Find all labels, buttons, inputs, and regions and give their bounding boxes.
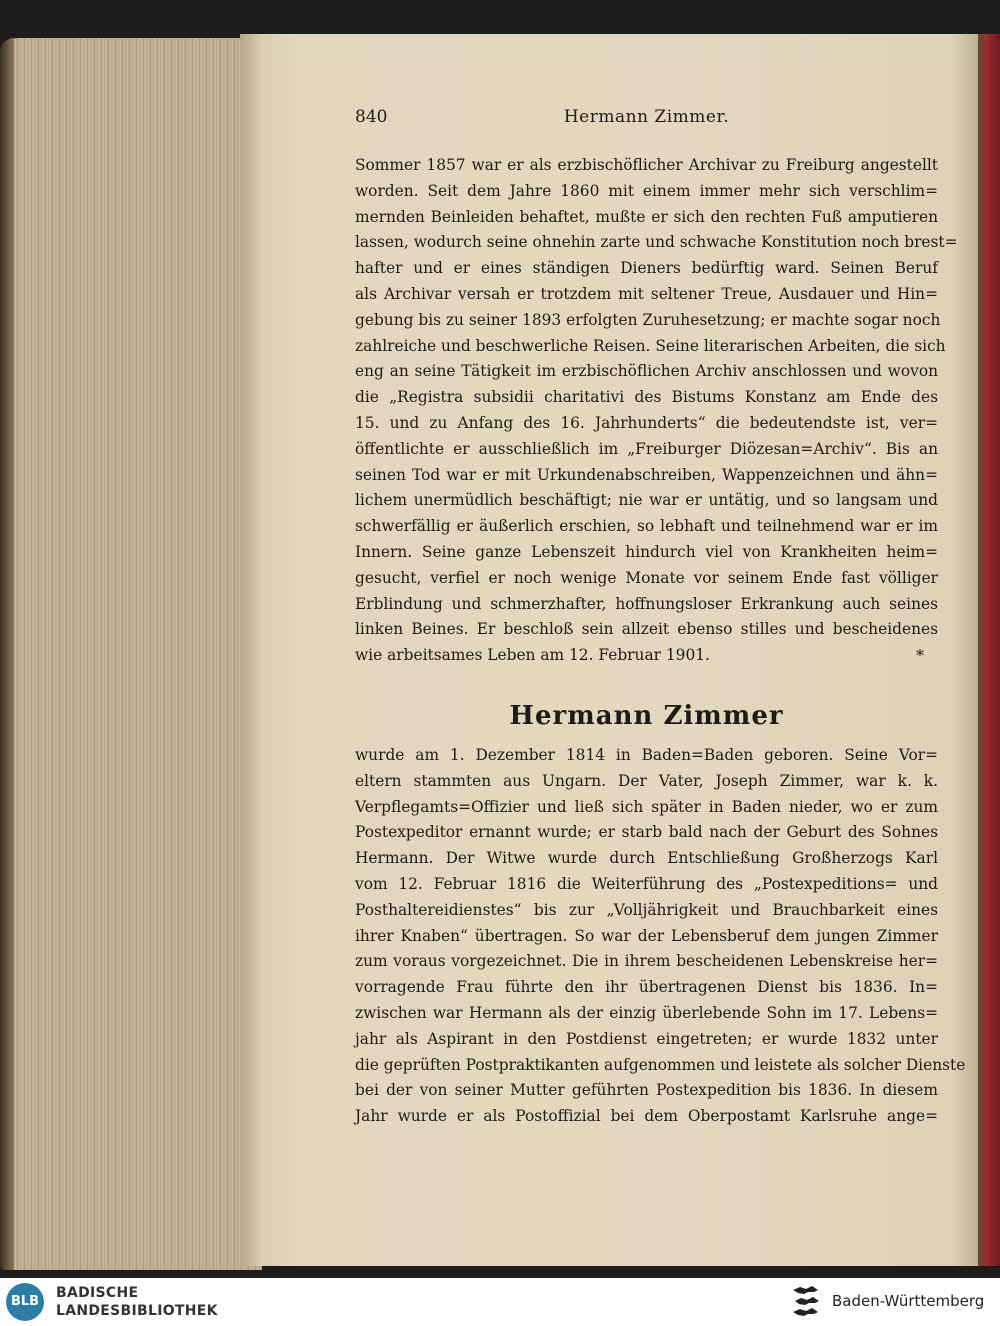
text-line: schwerfällig er äußerlich erschien, so lebhaft und teilnehmend war er im — [355, 517, 938, 536]
text-line: zahlreiche und beschwerliche Reisen. Seine literarischen Arbeiten, die sich — [355, 336, 946, 355]
text-line: Erblindung und schmerzhafter, hoffnungsloser Erkrankung auch seines — [355, 594, 938, 613]
text-line: worden. Seit dem Jahre 1860 mit einem immer mehr sich verschlim= — [355, 181, 938, 200]
text-line: bei der von seiner Mutter geführten Postexpedition bis 1836. In diesem — [355, 1081, 938, 1100]
blb-logo-icon[interactable]: BLB — [6, 1283, 44, 1321]
text-line: wurde am 1. Dezember 1814 in Baden=Baden geboren. Seine Vor= — [355, 745, 938, 764]
text-line: hafter und er eines ständigen Dieners bedürftig ward. Seinen Beruf — [355, 259, 938, 278]
text-line: mernden Beinleiden behaftet, mußte er sich den rechten Fuß amputieren — [355, 207, 938, 226]
text-line: linken Beines. Er beschloß sein allzeit ebenso stilles und bescheidenes — [355, 620, 938, 639]
text-line: zum voraus vorgezeichnet. Die in ihrem bescheidenen Lebenskreise her= — [355, 952, 938, 971]
text-line: eng an seine Tätigkeit im erzbischöflichen Archiv anschlossen und wovon — [355, 362, 938, 381]
text-line: lassen, wodurch seine ohnehin zarte und schwache Konstitution noch brest= — [355, 233, 958, 252]
text-line: die „Registra subsidii charitativi des Bistums Konstanz am Ende des — [355, 388, 938, 407]
text-line: Innern. Seine ganze Lebenszeit hindurch viel von Krankheiten heim= — [355, 542, 938, 561]
text-line: Verpflegamts=Offizier und ließ sich später in Baden nieder, wo er zum — [355, 797, 938, 816]
text-line: zwischen war Hermann als der einzig überlebende Sohn im 17. Lebens= — [355, 1003, 938, 1022]
text-line: vom 12. Februar 1816 die Weiterführung des „Postexpeditions= und — [355, 874, 938, 893]
library-name-line1: BADISCHE — [56, 1285, 139, 1301]
text-line: öffentlichte er ausschließlich im „Freiburger Diözesan=Archiv“. Bis an — [355, 439, 938, 458]
text-line: vorragende Frau führte den ihr übertragenen Dienst bis 1836. In= — [355, 978, 938, 997]
text-line: lichem unermüdlich beschäftigt; nie war er untätig, und so langsam und — [355, 491, 938, 510]
biography-paragraph — [355, 743, 966, 1130]
page-number: 840 — [355, 107, 388, 127]
page-content — [355, 107, 966, 1130]
paragraph-end-row — [355, 643, 938, 669]
text-line: eltern stammten aus Ungarn. Der Vater, Joseph Zimmer, war k. k. — [355, 771, 938, 790]
text-line: Jahr wurde er als Postoffizial bei dem Oberpostamt Karlsruhe ange= — [355, 1107, 938, 1126]
state-name[interactable]: Baden-Württemberg — [832, 1292, 985, 1310]
running-head: Hermann Zimmer. — [563, 107, 730, 127]
text-line: ihrer Knaben“ übertragen. So war der Lebensberuf dem jungen Zimmer — [355, 926, 938, 945]
text-line: als Archivar versah er trotzdem mit seltener Treue, Ausdauer und Hin= — [355, 284, 938, 303]
library-name-line2: LANDESBIBLIOTHEK — [56, 1303, 218, 1319]
text-line: gesucht, verfiel er noch wenige Monate vor seinem Ende fast völliger — [355, 568, 938, 587]
previous-entry-paragraph — [355, 153, 958, 669]
section-title: Hermann Zimmer — [509, 700, 784, 731]
text-line: gebung bis zu seiner 1893 erfolgten Zuruhesetzung; er machte sogar noch — [355, 310, 941, 329]
page-header — [355, 107, 938, 133]
text-line: Hermann. Der Witwe wurde durch Entschließung Großherzogs Karl — [355, 849, 938, 868]
text-line: seinen Tod war er mit Urkundenabschreiben, Wappenzeichnen und ähn= — [355, 465, 938, 484]
state-lions-icon — [790, 1284, 822, 1320]
text-line: Postexpeditor ernannt wurde; er starb bald nach der Geburt des Sohnes — [355, 823, 938, 842]
book-page-stack — [0, 38, 262, 1270]
page-fold-edge — [978, 34, 1000, 1266]
text-line: Sommer 1857 war er als erzbischöflicher Archivar zu Freiburg angestellt — [355, 156, 938, 174]
text-line: 15. und zu Anfang des 16. Jahrhunderts“ die bedeutendste ist, ver= — [355, 413, 938, 432]
book-spine-shadow — [0, 38, 14, 1270]
footer-bar — [0, 1278, 1000, 1326]
text-line: wie arbeitsames Leben am 12. Februar 1901. — [355, 646, 710, 665]
end-mark: * — [916, 646, 924, 666]
text-line: jahr als Aspirant in den Postdienst eingetreten; er wurde 1832 unter — [355, 1029, 938, 1048]
text-line: die geprüften Postpraktikanten aufgenommen und leistete als solcher Dienste — [355, 1055, 966, 1074]
library-name[interactable] — [56, 1284, 218, 1320]
text-line: Posthaltereidienstes“ bis zur „Volljährigkeit und Brauchbarkeit eines — [355, 900, 938, 919]
